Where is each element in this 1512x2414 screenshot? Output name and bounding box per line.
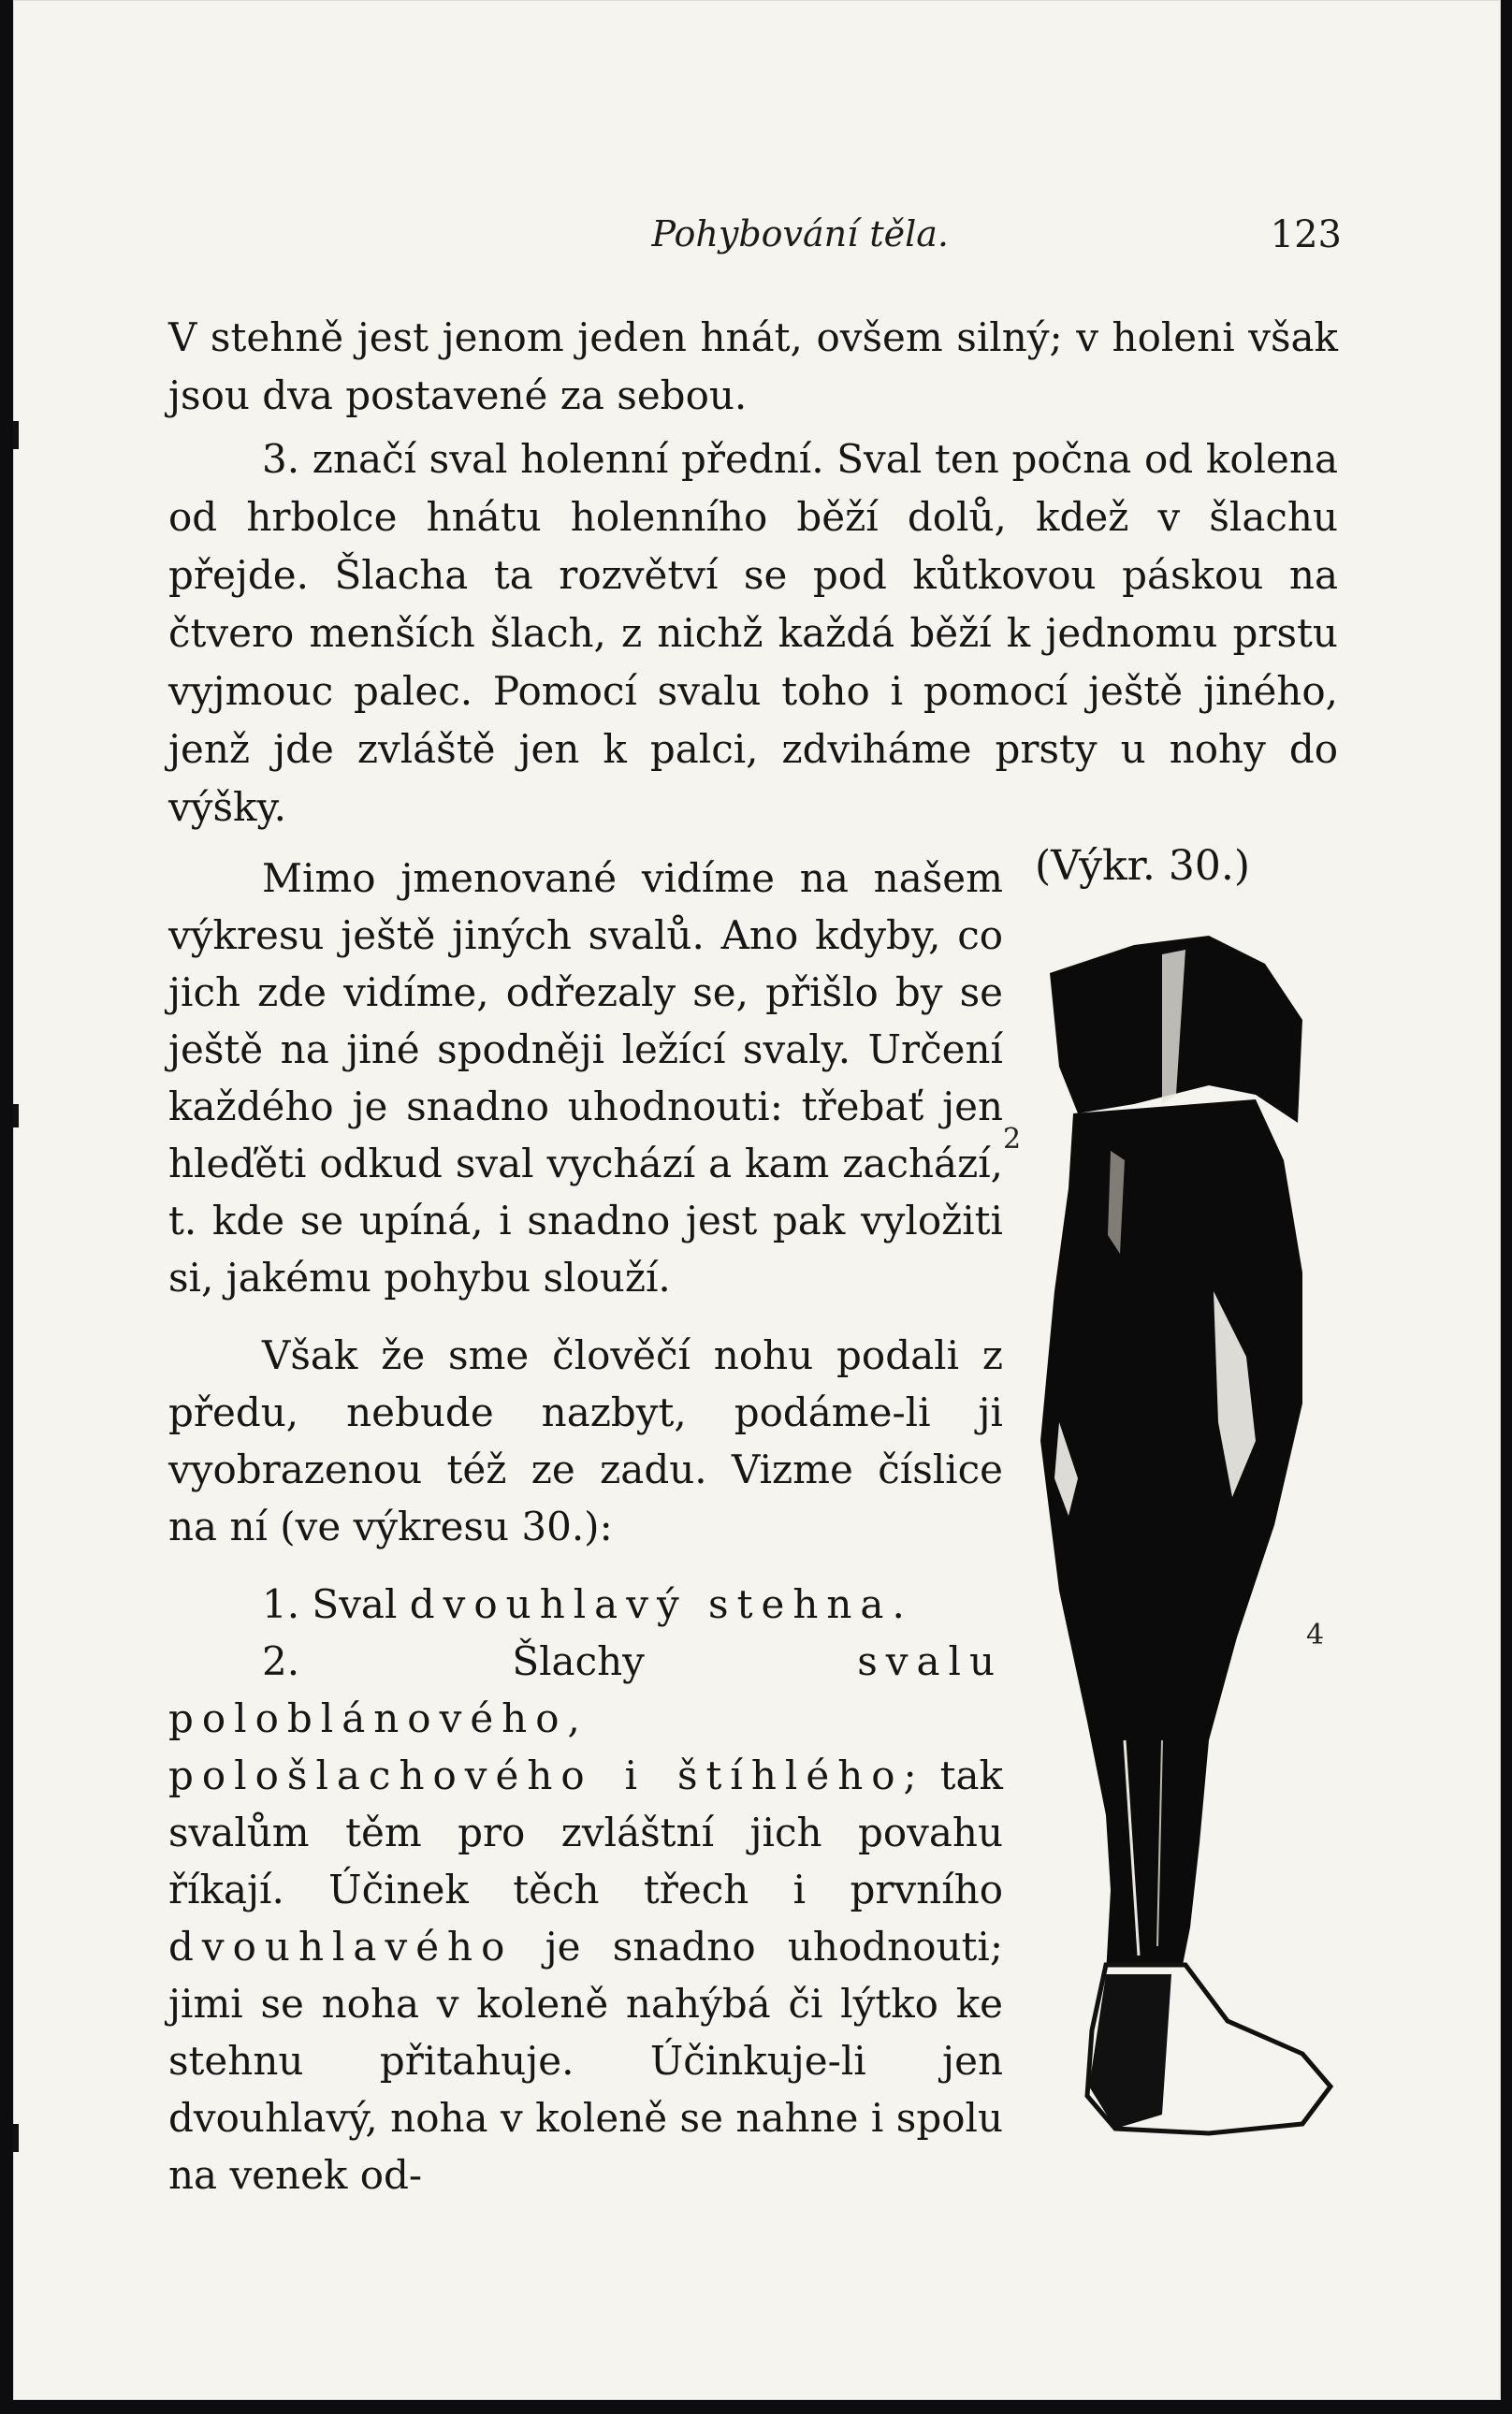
book-page — [13, 0, 1501, 2400]
running-title: Pohybování těla. — [651, 213, 949, 254]
text-column — [168, 850, 1003, 2203]
leg-muscles-drawing — [1022, 917, 1359, 2171]
binding-mark — [13, 2124, 19, 2152]
figure-caption: (Výkr. 30.) — [1035, 842, 1250, 890]
list-item — [168, 1576, 1003, 1633]
item-text: 1. Sval — [262, 1581, 410, 1627]
binding-mark — [13, 1104, 19, 1127]
page-number: 123 — [1270, 213, 1342, 256]
paragraph: Mimo jmenované vidíme na našem výkresu ještě jiných svalů. Ano kdyby, co jich zde vidíme, odřezaly se, přišlo by se ještě na jiné spodněji ležící svaly. Určení každého je snadno uhodnouti: třebať jen hleďěti odkud sval vychází a kam zachází, t. kde se upíná, i snadno jest pak vyložiti si, jakému pohybu slouží. — [168, 855, 1003, 1301]
figure-label-2: 2 — [1003, 1123, 1022, 1156]
leg-illustration — [1003, 917, 1359, 2171]
spaced-term: dvouhlavý stehna. — [409, 1581, 913, 1627]
list-item — [168, 1633, 1003, 2203]
item-text: 2. Šlachy — [262, 1638, 858, 1684]
item-text: je snadno uhodnouti; jimi se noha v koleně nahýbá či lýtko ke stehnu přitahuje. Účinkuje-li jen dvouhlavý, noha v koleně se nahne i spolu na venek od- — [168, 1924, 1003, 2198]
calf-shape — [1040, 1099, 1302, 1974]
paragraph: V stehně jest jenom jeden hnát, ovšem silný; v holeni však jsou dva postavené za sebou. — [168, 314, 1338, 418]
spaced-term: dvouhlavého — [168, 1924, 514, 1970]
main-text — [168, 309, 1338, 842]
binding-mark — [13, 421, 19, 449]
page-header — [163, 213, 1342, 269]
figure-label-4: 4 — [1306, 1619, 1325, 1651]
spaced-term: svalu poloblánového, pološlachového i štíhlého — [168, 1638, 1003, 1798]
paragraph: Však že sme člověčí nohu podali z předu, nebude nazbyt, podáme-li ji vyobrazenou též ze zadu. Vizme číslice na ní (ve výkresu 30.): — [168, 1332, 1003, 1549]
item-text: ; tak svalům těm pro zvláštní jich povahu říkají. Účinek těch třech i prvního — [168, 1752, 1003, 1912]
paragraph: 3. značí sval holenní přední. Sval ten počna od kolena od hrbolce hnátu holenního běží dolů, kdež v šlachu přejde. Šlacha ta rozvětví se pod kůtkovou páskou na čtvero menších šlach, z nichž každá běží k jednomu prstu vyjmouc palec. Pomocí svalu toho i pomocí ještě jiného, jenž jde zvláště jen k palci, zdviháme prsty u nohy do výšky. — [168, 436, 1338, 830]
